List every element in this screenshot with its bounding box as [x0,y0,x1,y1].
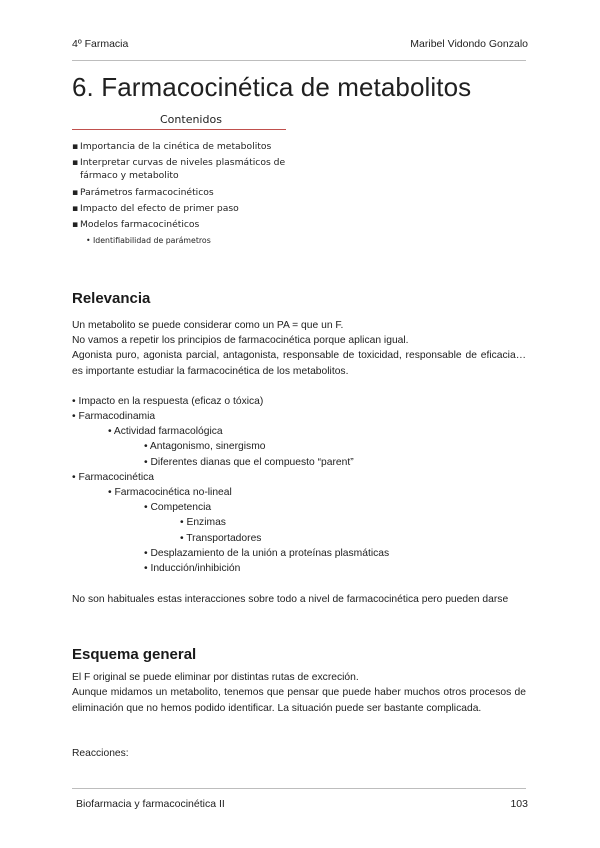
header-course: 4º Farmacia [72,38,129,50]
paragraph: Agonista puro, agonista parcial, antagonista, responsable de toxicidad, responsable de eficacia… es importante estudiar la farmacocinética de los metabolitos. [72,350,526,377]
contents-item: ▪ Interpretar curvas de niveles plasmáticos de [72,157,286,168]
paragraph: No son habituales estas interacciones sobre todo a nivel de farmacocinética pero pueden darse [72,594,509,605]
section-heading-relevancia: Relevancia [72,290,151,307]
paragraph: Reacciones: [72,748,129,759]
contents-underline [72,129,286,130]
paragraph: Aunque midamos un metabolito, tenemos que pensar que puede haber muchos otros procesos de eliminación que no hemos podido identificar. La situación puede ser bastante complicada. [72,687,526,714]
list-item: • Farmacocinética [72,472,155,483]
list-item: • Farmacocinética no-lineal [108,487,232,498]
footer-course: Biofarmacia y farmacocinética II [76,798,225,810]
list-item: • Competencia [144,502,212,513]
contents-item-continued: fármaco y metabolito [80,170,179,181]
list-item: • Transportadores [180,533,262,544]
contents-item: ▪ Modelos farmacocinéticos [72,219,200,230]
list-item: • Diferentes dianas que el compuesto “parent” [144,457,354,468]
paragraph: No vamos a repetir los principios de farmacocinética porque aplican igual. [72,335,409,346]
page-number: 103 [510,798,528,810]
list-item: • Inducción/inhibición [144,563,241,574]
list-item: • Enzimas [180,517,226,528]
list-item: • Actividad farmacológica [108,426,223,437]
footer-divider [72,788,526,789]
paragraph: El F original se puede eliminar por distintas rutas de excreción. [72,672,359,683]
section-heading-esquema: Esquema general [72,646,197,663]
header-author: Maribel Vidondo Gonzalo [410,38,528,50]
contents-item: ▪ Impacto del efecto de primer paso [72,203,239,214]
list-item: • Impacto en la respuesta (eficaz o tóxica) [72,396,264,407]
page-title: 6. Farmacocinética de metabolitos [72,72,472,102]
contents-subitem: • Identifiabilidad de parámetros [86,236,211,245]
list-item: • Antagonismo, sinergismo [144,441,266,452]
paragraph: Un metabolito se puede considerar como un PA = que un F. [72,320,344,331]
header-divider [72,60,526,61]
list-item: • Farmacodinamia [72,411,156,422]
contents-item: ▪ Parámetros farmacocinéticos [72,187,214,198]
contents-item: ▪ Importancia de la cinética de metabolitos [72,141,272,152]
contents-heading: Contenidos [160,113,222,126]
list-item: • Desplazamiento de la unión a proteínas plasmáticas [144,548,390,559]
